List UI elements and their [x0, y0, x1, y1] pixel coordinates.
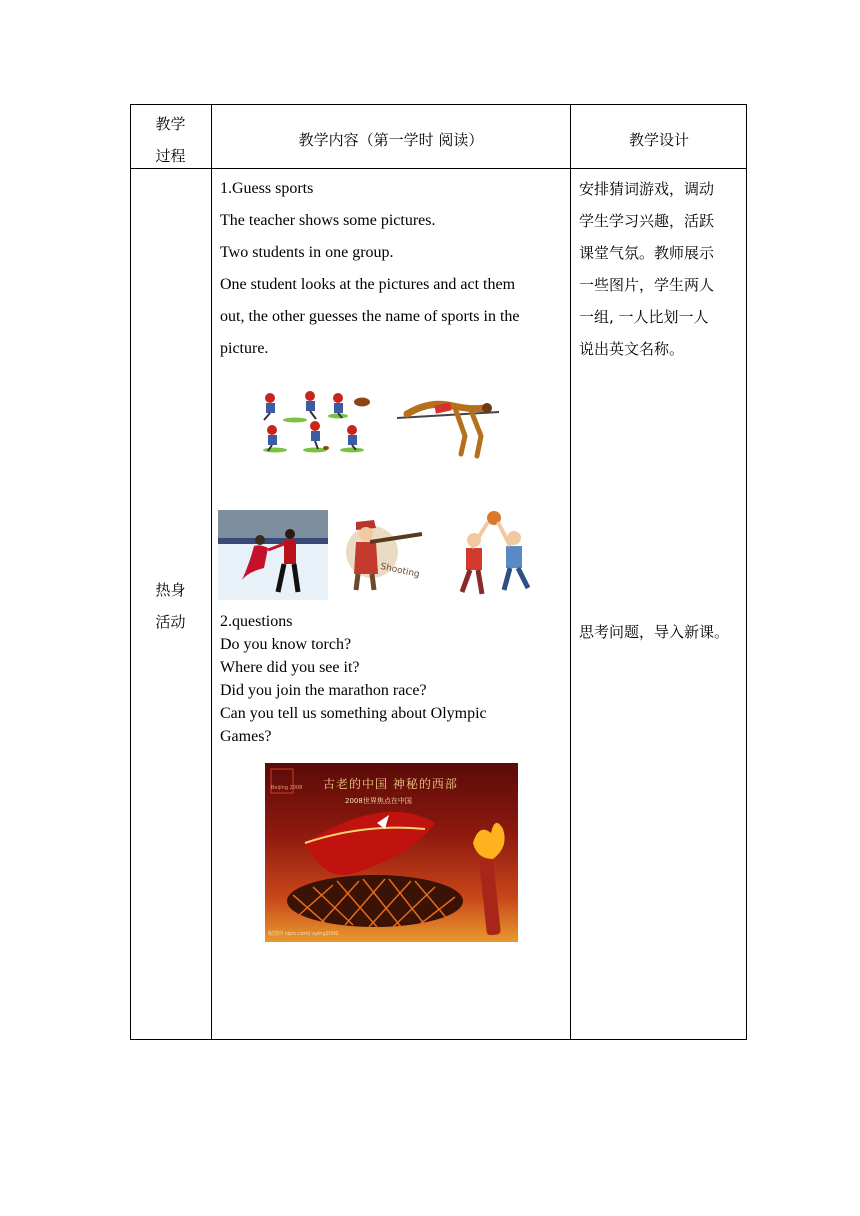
section1-line: out, the other guesses the name of sports in the — [220, 308, 520, 325]
shooting-caption: Shooting — [379, 561, 421, 581]
design-note-2: 思考问题，导入新课。 — [579, 623, 730, 641]
design-note-1 — [579, 173, 745, 365]
poster-subline: 2008世界焦点在中国 — [345, 797, 412, 805]
section1-line: The teacher shows some pictures. — [220, 212, 436, 229]
header-content: 教学内容（第一学时 阅读） — [298, 131, 484, 149]
football-players-illustration — [250, 388, 380, 458]
question-line: Did you join the marathon race? — [220, 682, 427, 699]
poster-logo-text: Beijing 2008 — [271, 785, 303, 791]
basketball-illustration — [446, 510, 544, 602]
high-jump-image — [395, 396, 501, 462]
poster-footer: 昵图网 nipic.com/ xying2000 — [268, 931, 339, 937]
stage-line1: 热身 — [155, 581, 186, 599]
column-divider — [570, 104, 571, 1040]
header-process-line2: 过程 — [155, 147, 186, 165]
shooting-image — [342, 518, 424, 592]
poster-headline: 古老的中国 神秘的西部 — [323, 777, 458, 791]
section2-title: 2.questions — [220, 613, 293, 630]
lesson-plan-table — [130, 104, 747, 1040]
section1-title: 1.Guess sports — [220, 180, 314, 197]
football-players-image — [250, 388, 380, 458]
row-divider — [130, 168, 747, 169]
section1-line: picture. — [220, 340, 269, 357]
header-process — [130, 108, 211, 172]
header-process-line1: 教学 — [155, 115, 186, 133]
stage-line2: 活动 — [155, 613, 186, 631]
section1-line: One student looks at the pictures and act them — [220, 276, 516, 293]
question-line: Where did you see it? — [220, 659, 360, 676]
column-divider — [211, 104, 212, 1040]
figure-skating-image — [218, 510, 328, 600]
question-line: Can you tell us something about Olympic — [220, 705, 487, 722]
stage-label — [130, 574, 211, 638]
shooting-illustration — [342, 518, 424, 592]
beijing-2008-poster — [265, 763, 518, 942]
question-line: Games? — [220, 728, 272, 745]
section1-block — [220, 173, 565, 365]
high-jump-illustration — [395, 396, 501, 462]
design-line: 安排猜词游戏，调动 — [579, 180, 715, 198]
design-line: 一组, 一人比划一人 — [579, 308, 709, 326]
question-line: Do you know torch? — [220, 636, 352, 653]
design-line: 课堂气氛。教师展示 — [579, 244, 715, 262]
design-line: 一些图片，学生两人 — [579, 276, 715, 294]
header-design: 教学设计 — [628, 131, 689, 149]
section2-block — [220, 610, 565, 748]
figure-skating-photo — [218, 510, 328, 600]
basketball-image — [446, 510, 544, 602]
section1-line: Two students in one group. — [220, 244, 394, 261]
design-line: 学生学习兴趣，活跃 — [579, 212, 715, 230]
design-line: 说出英文名称。 — [579, 340, 685, 358]
